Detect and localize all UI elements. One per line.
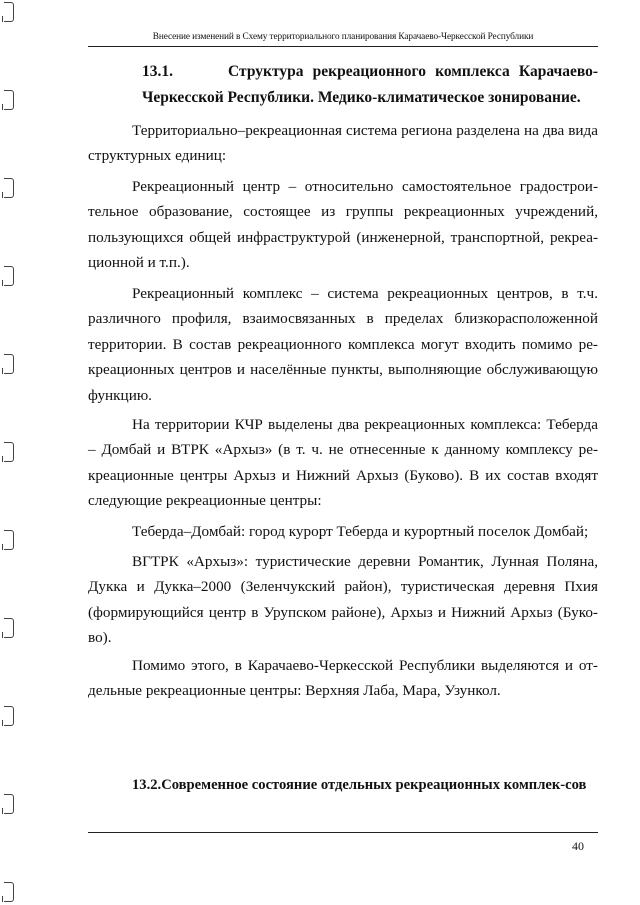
paragraph: Рекреационный центр – относительно самостоятельное градострои-тельное образование, состоящее из группы рекреационных учреждений, пользующихся общей инфраструктурой (инженерной, транспортной, рекреа-ционной и т.п.). (88, 178, 598, 272)
paragraph: Помимо этого, в Карачаево-Черкесской Республики выделяются и от-дельные рекреационные центры: Верхняя Лаба, Мара, Узункол. (88, 657, 598, 700)
binder-ring-icon (4, 706, 14, 726)
binder-ring-icon (4, 530, 14, 550)
binder-ring-icon (4, 794, 14, 814)
binder-ring-icon (4, 266, 14, 286)
paragraph: На территории КЧР выделены два рекреационных комплекса: Теберда – Домбай и ВТРК «Архыз» (в т. ч. не отнесенные к данному комплексу ре-креационные центры Архыз и Нижний Архыз (Буково). В их состав входят следующие рекреационные центры: (88, 416, 598, 510)
binder-ring-icon (4, 2, 14, 22)
binder-ring-icon (4, 882, 14, 902)
paragraph: Рекреационный комплекс – система рекреационных центров, в т.ч. различного профиля, взаимосвязанных в пределах близкорасположенной территории. В состав рекреационного комплекса могут входить помимо ре-креационных центров и населённые пункты, выполняющие обслуживающую функцию. (88, 285, 598, 404)
binder-ring-icon (4, 354, 14, 374)
footer-divider (88, 832, 598, 833)
paragraph: ВГТРК «Архыз»: туристические деревни Романтик, Лунная Поляна, Дукка и Дукка–2000 (Зеленчукский район), туристическая деревня Пхия (формирующийся центр в Урупском районе), Архыз и Нижний Архыз (Буко-во). (88, 553, 598, 647)
binder-ring-icon (4, 178, 14, 198)
binder-rings (0, 0, 22, 905)
running-header: Внесение изменений в Схему территориального планирования Карачаево-Черкесской Республики (152, 32, 534, 42)
subsection-heading: 13.2.Современное состояние отдельных рекреационных комплек-сов (132, 777, 587, 793)
paragraph: Территориально–рекреационная система региона разделена на два вида структурных единиц: (88, 122, 598, 165)
paragraph: Теберда–Домбай: город курорт Теберда и курортный поселок Домбай; (132, 523, 589, 540)
binder-ring-icon (4, 90, 14, 110)
section-heading: 13.1. Структура рекреационного комплекса Карачаево-Черкесской Республики. Медико-климатическое зонирование. (142, 63, 598, 106)
binder-ring-icon (4, 618, 14, 638)
binder-ring-icon (4, 442, 14, 462)
page-number: 40 (572, 839, 584, 853)
header-divider (88, 46, 598, 47)
